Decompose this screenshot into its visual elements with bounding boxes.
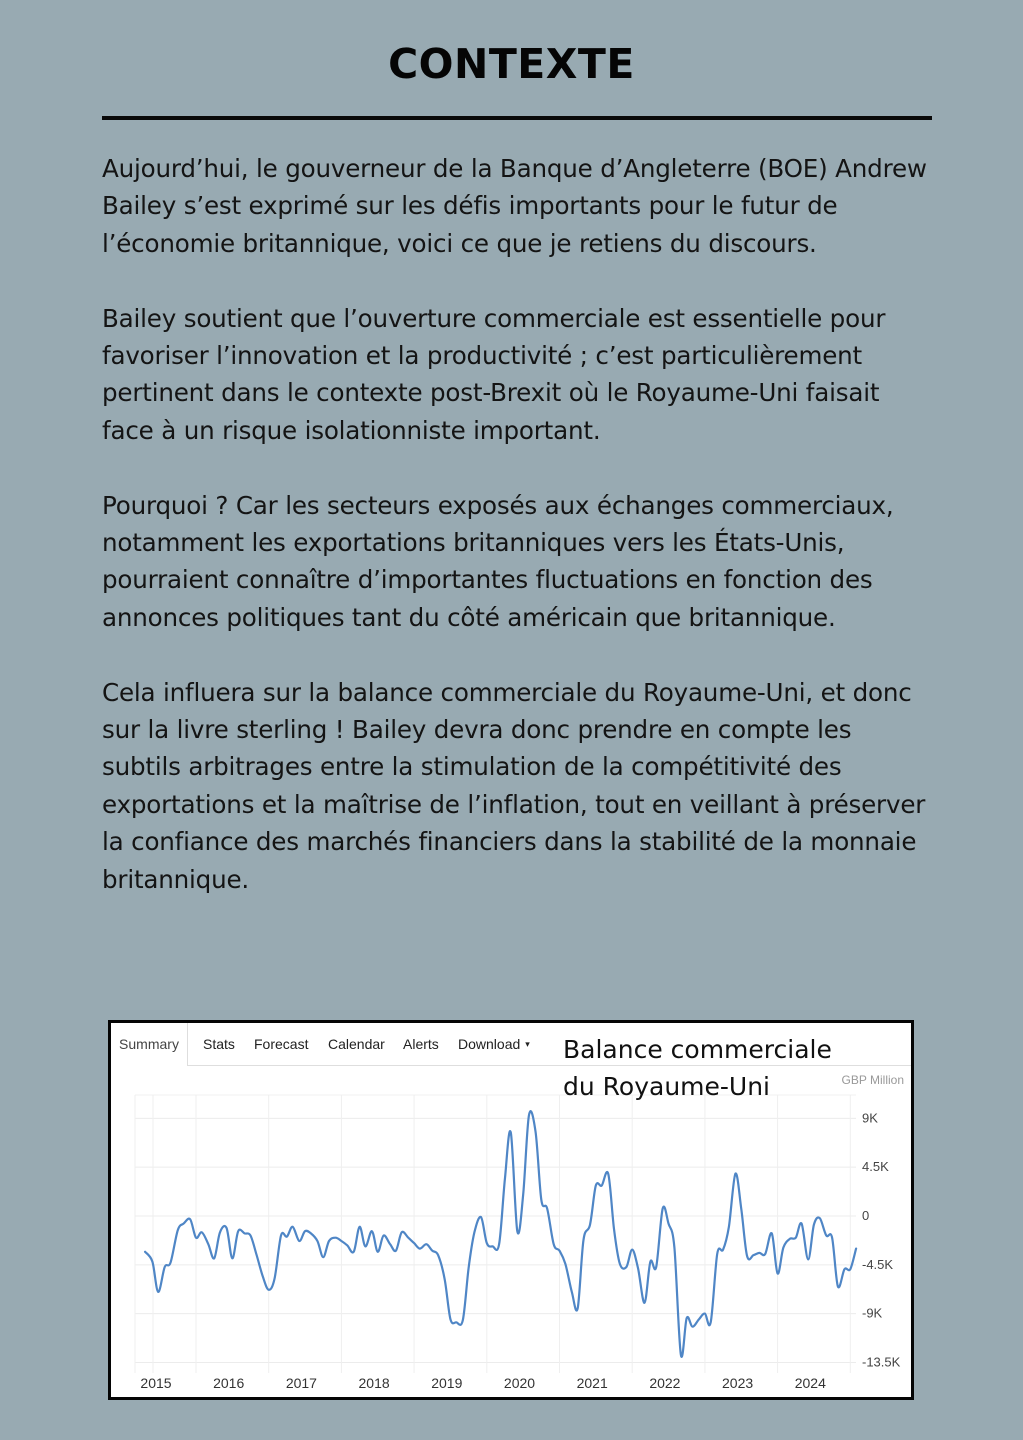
caret-down-icon: ▾ bbox=[525, 1039, 530, 1049]
y-tick-label: -4.5K bbox=[862, 1256, 894, 1272]
chart-title-line-1: Balance commerciale bbox=[563, 1035, 832, 1064]
x-tick-label: 2022 bbox=[649, 1375, 681, 1391]
series-line-trade-balance bbox=[145, 1111, 856, 1357]
tab-stats-label: Stats bbox=[203, 1036, 235, 1052]
x-tick-label: 2018 bbox=[358, 1375, 390, 1391]
y-tick-label: 4.5K bbox=[862, 1159, 889, 1175]
x-tick-label: 2024 bbox=[794, 1375, 826, 1391]
title-divider bbox=[102, 116, 932, 120]
paragraph-why: Pourquoi ? Car les secteurs exposés aux échanges commerciaux, notamment les exportations britanniques vers les États-Unis, pourraient connaître d’importantes fluctuations en fonction des annonces politiques tant du côté américain que britannique. bbox=[102, 490, 894, 632]
page-title: CONTEXTE bbox=[388, 40, 635, 88]
tab-download-label: Download bbox=[458, 1036, 521, 1052]
x-tick-label: 2015 bbox=[140, 1375, 172, 1391]
chart-overlay-title bbox=[563, 1031, 832, 1105]
x-tick-label: 2021 bbox=[576, 1375, 608, 1391]
chart-title-line-2: du Royaume-Uni bbox=[563, 1072, 771, 1101]
paragraph-intro: Aujourd’hui, le gouverneur de la Banque d’Angleterre (BOE) Andrew Bailey s’est exprimé sur les défis importants pour le futur de l’économie britannique, voici ce que je retiens du discours. bbox=[102, 154, 927, 258]
paragraph-impact: Cela influera sur la balance commerciale du Royaume-Uni, et donc sur la livre sterling ! Bailey devra donc prendre en compte les subtils arbitrages entre la stimulation de la compétitivité des exportations et la maîtrise de l’inflation, tout en veillant à préserver la confiance des marchés financiers dans la stabilité de la monnaie britannique. bbox=[102, 677, 926, 894]
x-tick-label: 2023 bbox=[722, 1375, 754, 1391]
y-tick-label: -13.5K bbox=[862, 1354, 901, 1370]
paragraph-openness: Bailey soutient que l’ouverture commerciale est essentielle pour favoriser l’innovation et la productivité ; c’est particulièrement pertinent dans le contexte post-Brexit où le Royaume-Uni faisait face à un risque isolationniste important. bbox=[102, 303, 886, 445]
y-axis-unit-label: GBP Million bbox=[841, 1073, 904, 1087]
tab-calendar-label: Calendar bbox=[328, 1036, 385, 1052]
tab-alerts-label: Alerts bbox=[403, 1036, 439, 1052]
tab-forecast-label: Forecast bbox=[254, 1036, 309, 1052]
x-tick-label: 2016 bbox=[213, 1375, 245, 1391]
x-tick-label: 2020 bbox=[503, 1375, 536, 1391]
x-tick-label: 2017 bbox=[285, 1375, 317, 1391]
y-tick-label: 0 bbox=[862, 1208, 870, 1223]
trade-balance-chart-widget bbox=[108, 1020, 914, 1400]
y-tick-label: -9K bbox=[862, 1305, 883, 1321]
tab-summary-label: Summary bbox=[119, 1036, 179, 1052]
y-axis-ticks bbox=[862, 1110, 901, 1369]
chart-grid bbox=[135, 1095, 856, 1373]
article-body bbox=[102, 150, 937, 935]
y-tick-label: 9K bbox=[862, 1110, 878, 1126]
x-axis-ticks bbox=[140, 1375, 826, 1391]
x-tick-label: 2019 bbox=[431, 1375, 463, 1391]
